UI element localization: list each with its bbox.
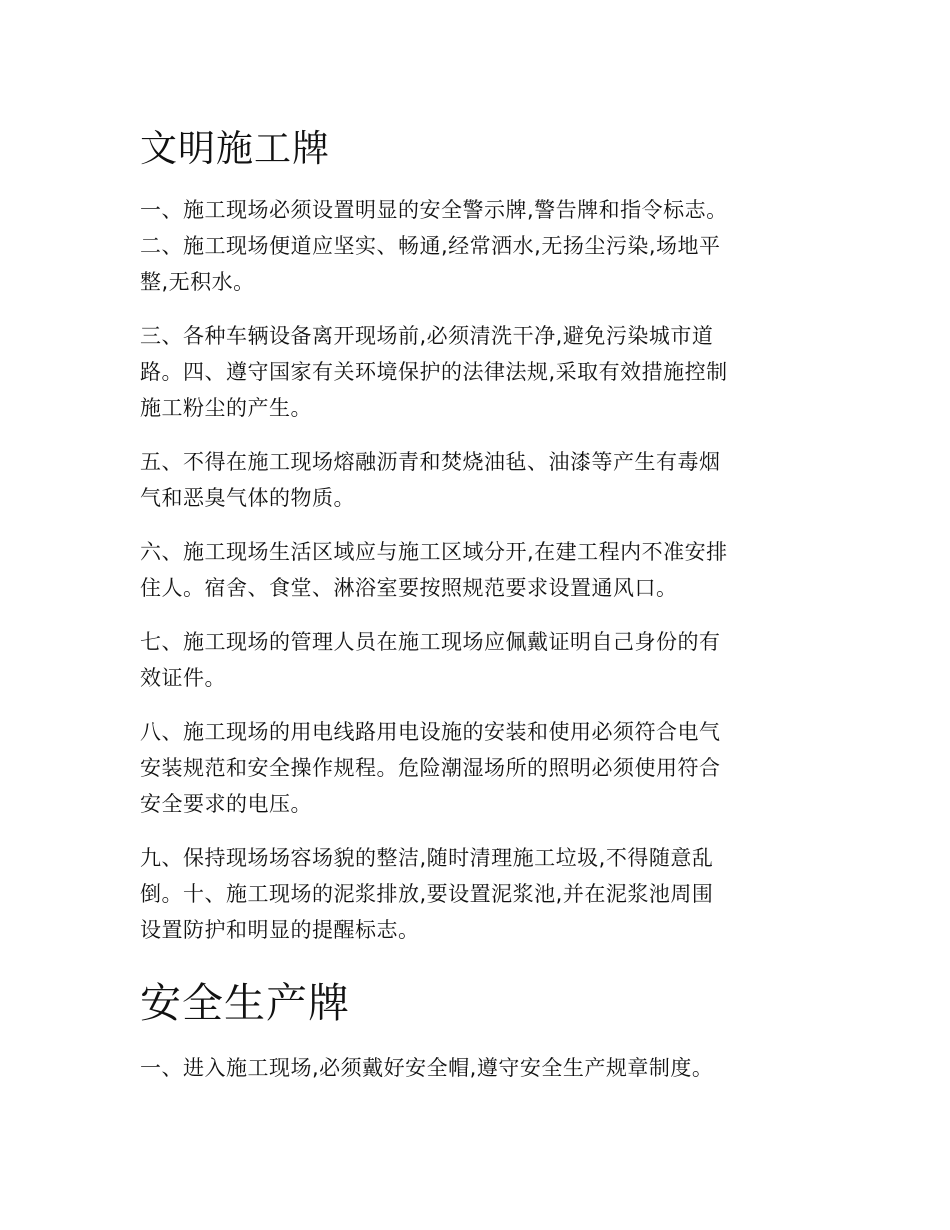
document-page [140,126,830,1104]
paragraph-line: 一、进入施工现场,必须戴好安全帽,遵守安全生产规章制度。 [140,1056,714,1080]
paragraph-8 [140,1050,830,1086]
paragraph-1 [140,192,830,300]
paragraph-line: 设置防护和明显的提醒标志。 [140,918,420,942]
section-title-safety-production: 安全生产牌 [140,979,350,1027]
paragraph-6 [140,714,830,822]
paragraph-5 [140,624,830,696]
paragraph-line: 倒。十、施工现场的泥浆排放,要设置泥浆池,并在泥浆池周围 [140,882,714,906]
paragraph-line: 五、不得在施工现场熔融沥青和焚烧油毡、油漆等产生有毒烟 [140,450,721,474]
paragraph-4 [140,534,830,606]
paragraph-line: 九、保持现场场容场貌的整洁,随时清理施工垃圾,不得随意乱 [140,846,714,870]
paragraph-7 [140,840,830,948]
paragraph-line: 六、施工现场生活区域应与施工区域分开,在建工程内不准安排 [140,540,728,564]
paragraph-line: 效证件。 [140,666,226,690]
paragraph-line: 三、各种车辆设备离开现场前,必须清洗干净,避免污染城市道 [140,324,714,348]
section-title-civilized-construction: 文明施工牌 [140,127,330,170]
paragraph-line: 安全要求的电压。 [140,792,312,816]
paragraph-line: 整,无积水。 [140,270,255,294]
paragraph-line: 施工粉尘的产生。 [140,396,312,420]
paragraph-line: 二、施工现场便道应坚实、畅通,经常洒水,无扬尘污染,场地平 [140,234,721,258]
paragraph-line: 住人。宿舍、食堂、淋浴室要按照规范要求设置通风口。 [140,576,678,600]
paragraph-line: 八、施工现场的用电线路用电设施的安装和使用必须符合电气 [140,720,721,744]
paragraph-3 [140,444,830,516]
paragraph-line: 气和恶臭气体的物质。 [140,486,355,510]
paragraph-2 [140,318,830,426]
paragraph-line: 路。四、遵守国家有关环境保护的法律法规,采取有效措施控制 [140,360,728,384]
paragraph-line: 七、施工现场的管理人员在施工现场应佩戴证明自己身份的有 [140,630,721,654]
paragraph-line: 安装规范和安全操作规程。危险潮湿场所的照明必须使用符合 [140,756,721,780]
paragraph-line: 一、施工现场必须设置明显的安全警示牌,警告牌和指令标志。 [140,198,728,222]
